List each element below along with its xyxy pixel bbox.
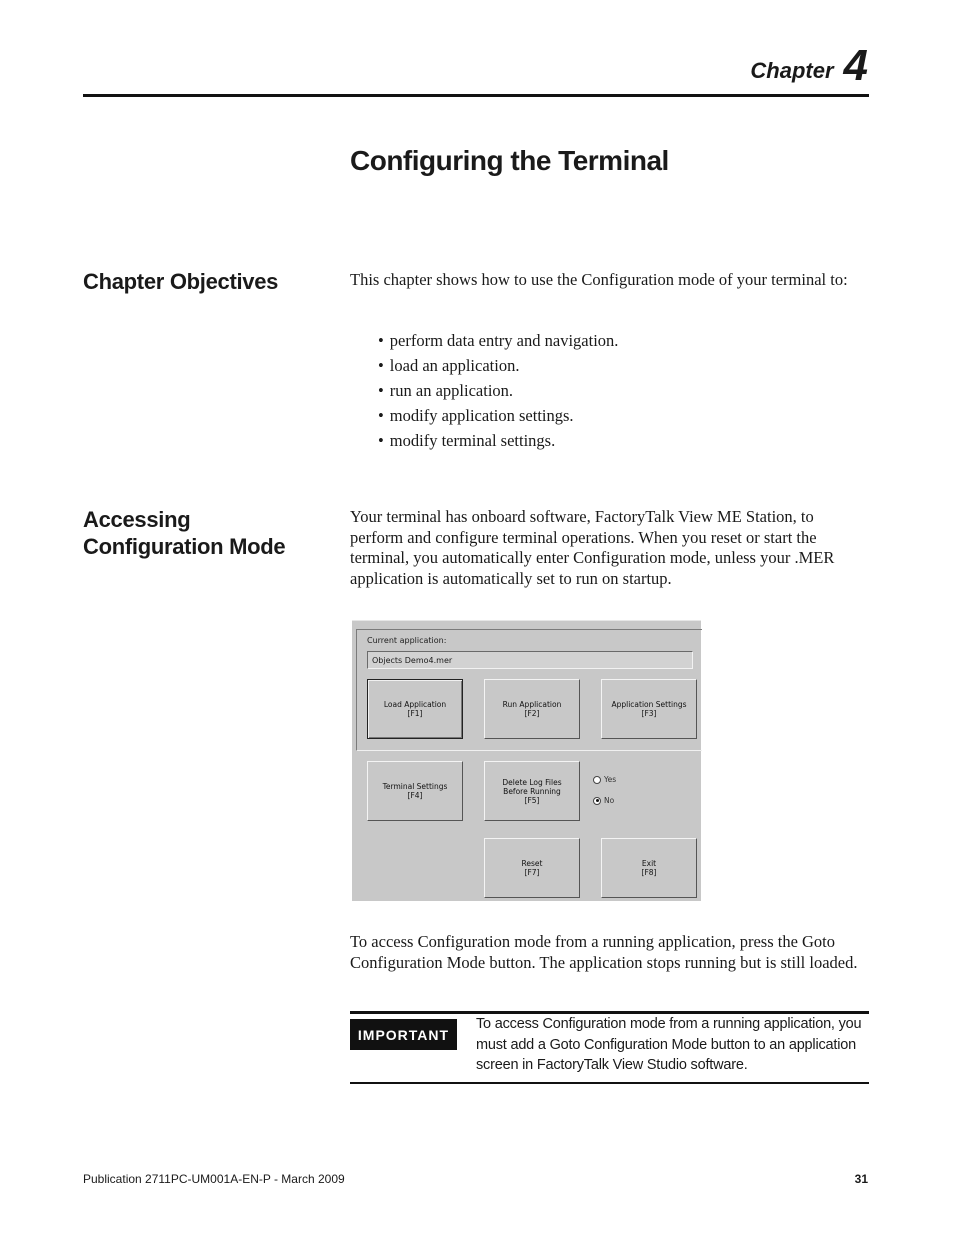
publication-info: Publication 2711PC-UM001A-EN-P - March 2009 — [83, 1172, 345, 1186]
delete-log-files-button[interactable]: Delete Log Files Before Running [F5] — [484, 761, 580, 821]
accessing-config-heading: Accessing Configuration Mode — [83, 507, 286, 559]
radio-yes-circle[interactable] — [593, 776, 601, 784]
header-rule — [83, 94, 869, 97]
radio-no-label: No — [604, 796, 615, 805]
objectives-intro: This chapter shows how to use the Configuration mode of your terminal to: — [350, 270, 848, 289]
chapter-label: Chapter — [750, 58, 834, 83]
chapter-objectives-heading: Chapter Objectives — [83, 269, 279, 294]
page-number: 31 — [854, 1172, 868, 1186]
list-item: • run an application. — [378, 380, 618, 405]
application-settings-button[interactable]: Application Settings [F3] — [601, 679, 697, 739]
list-item: • modify terminal settings. — [378, 430, 618, 455]
run-application-button[interactable]: Run Application [F2] — [484, 679, 580, 739]
reset-button[interactable]: Reset [F7] — [484, 838, 580, 898]
radio-yes[interactable] — [593, 775, 616, 784]
important-badge: IMPORTANT — [350, 1019, 457, 1050]
terminal-settings-button[interactable]: Terminal Settings [F4] — [367, 761, 463, 821]
radio-no-circle[interactable] — [593, 797, 601, 805]
list-item: • modify application settings. — [378, 405, 618, 430]
radio-yes-label: Yes — [604, 775, 617, 784]
important-text: To access Configuration mode from a running application, you must add a Goto Configuration Mode button to an application screen in FactoryTalk View Studio software. — [476, 1016, 862, 1073]
configuration-mode-screenshot — [352, 620, 701, 901]
exit-button[interactable]: Exit [F8] — [601, 838, 697, 898]
current-app-field: Objects Demo4.mer — [367, 651, 693, 669]
objectives-list — [378, 330, 618, 455]
load-application-button[interactable]: Load Application [F1] — [367, 679, 463, 739]
important-rule-bottom — [350, 1082, 869, 1084]
chapter-header — [750, 38, 868, 88]
page-title: Configuring the Terminal — [350, 145, 669, 176]
chapter-number: 4 — [843, 41, 868, 90]
accessing-paragraph: Your terminal has onboard software, FactoryTalk View ME Station, to perform and configure terminal operations. When you reset or start the terminal, you automatically enter Configuration mode, unless your .MER application is automatically set to run on startup. — [350, 507, 835, 588]
current-app-label: Current application: — [367, 636, 447, 645]
goto-config-paragraph: To access Configuration mode from a running application, press the Goto Configuration Mode button. The application stops running but is still loaded. — [350, 932, 858, 972]
radio-no[interactable] — [593, 796, 614, 805]
list-item: • perform data entry and navigation. — [378, 330, 618, 355]
list-item: • load an application. — [378, 355, 618, 380]
